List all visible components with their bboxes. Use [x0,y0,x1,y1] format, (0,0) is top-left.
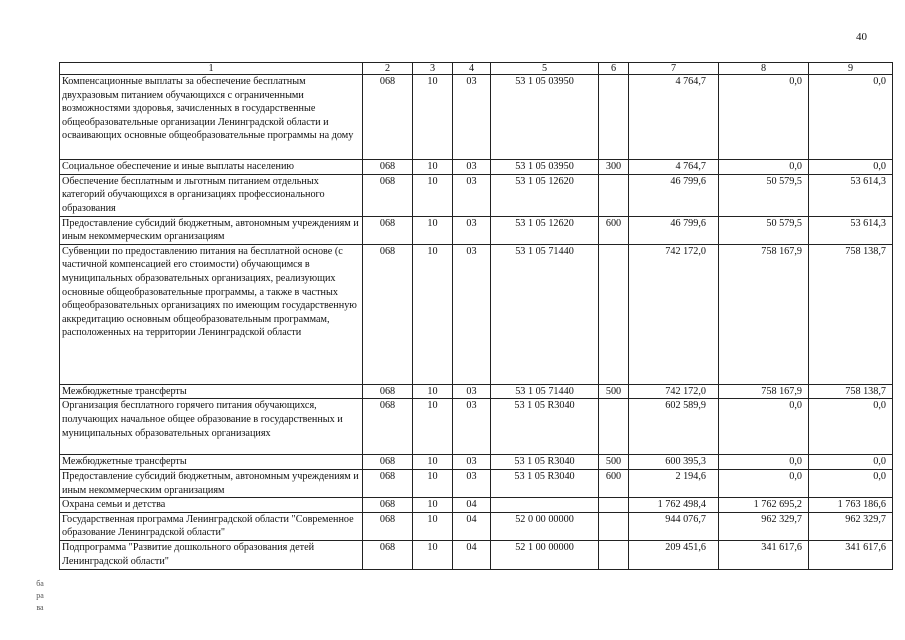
value-cell-c2: 068 [363,469,413,497]
header-cell: 8 [719,63,809,75]
value-cell-c7: 46 799,6 [629,174,719,216]
value-cell-c5 [491,498,599,513]
table-row [60,244,893,384]
value-cell-c8: 758 167,9 [719,244,809,384]
table-row [60,174,893,216]
value-cell-c4: 03 [453,455,491,470]
value-cell-c4: 03 [453,399,491,455]
margin-mark: ва [36,603,44,612]
value-cell-c6 [599,498,629,513]
row-name-cell: Предоставление субсидий бюджетным, автономным учреждениям и иным некоммерческим организациям [60,469,363,497]
value-cell-c3: 10 [413,384,453,399]
budget-table [59,62,893,570]
value-cell-c7: 4 764,7 [629,75,719,160]
value-cell-c9: 0,0 [809,455,893,470]
value-cell-c8: 50 579,5 [719,174,809,216]
margin-mark: ба [36,579,44,588]
header-cell: 7 [629,63,719,75]
value-cell-c9: 53 614,3 [809,174,893,216]
value-cell-c6: 600 [599,469,629,497]
value-cell-c4: 03 [453,174,491,216]
value-cell-c5: 52 0 00 00000 [491,512,599,540]
value-cell-c5: 53 1 05 71440 [491,244,599,384]
value-cell-c2: 068 [363,498,413,513]
value-cell-c4: 04 [453,512,491,540]
value-cell-c8: 341 617,6 [719,540,809,569]
value-cell-c8: 0,0 [719,160,809,175]
value-cell-c2: 068 [363,455,413,470]
value-cell-c4: 03 [453,469,491,497]
value-cell-c6 [599,75,629,160]
table-header-row [60,63,893,75]
value-cell-c9: 341 617,6 [809,540,893,569]
value-cell-c2: 068 [363,75,413,160]
value-cell-c5: 53 1 05 12620 [491,174,599,216]
value-cell-c5: 53 1 05 71440 [491,384,599,399]
value-cell-c6 [599,399,629,455]
row-name-cell: Социальное обеспечение и иные выплаты населению [60,160,363,175]
value-cell-c9: 0,0 [809,469,893,497]
value-cell-c3: 10 [413,75,453,160]
row-name-cell: Организация бесплатного горячего питания обучающихся, получающих начальное общее образование в государственных и муниципальных образовательных организациях [60,399,363,455]
value-cell-c2: 068 [363,244,413,384]
value-cell-c2: 068 [363,174,413,216]
value-cell-c8: 50 579,5 [719,216,809,244]
header-cell: 2 [363,63,413,75]
value-cell-c2: 068 [363,216,413,244]
value-cell-c2: 068 [363,160,413,175]
table-row [60,384,893,399]
table-row [60,540,893,569]
table-row [60,455,893,470]
value-cell-c2: 068 [363,540,413,569]
value-cell-c8: 1 762 695,2 [719,498,809,513]
value-cell-c9: 53 614,3 [809,216,893,244]
row-name-cell: Предоставление субсидий бюджетным, автономным учреждениям и иным некоммерческим организациям [60,216,363,244]
value-cell-c3: 10 [413,455,453,470]
value-cell-c7: 742 172,0 [629,384,719,399]
value-cell-c8: 0,0 [719,399,809,455]
value-cell-c9: 1 763 186,6 [809,498,893,513]
margin-marks [30,578,50,614]
value-cell-c7: 1 762 498,4 [629,498,719,513]
value-cell-c6: 300 [599,160,629,175]
value-cell-c8: 758 167,9 [719,384,809,399]
value-cell-c7: 2 194,6 [629,469,719,497]
value-cell-c7: 46 799,6 [629,216,719,244]
value-cell-c3: 10 [413,216,453,244]
value-cell-c9: 0,0 [809,160,893,175]
table-row [60,75,893,160]
value-cell-c7: 944 076,7 [629,512,719,540]
value-cell-c9: 0,0 [809,75,893,160]
value-cell-c6 [599,174,629,216]
value-cell-c3: 10 [413,399,453,455]
value-cell-c2: 068 [363,384,413,399]
margin-mark: ра [36,591,44,600]
row-name-cell: Государственная программа Ленинградской области "Современное образование Ленинградской области" [60,512,363,540]
value-cell-c8: 0,0 [719,75,809,160]
row-name-cell: Межбюджетные трансферты [60,384,363,399]
value-cell-c5: 53 1 05 R3040 [491,455,599,470]
value-cell-c4: 04 [453,540,491,569]
header-cell: 4 [453,63,491,75]
value-cell-c6 [599,540,629,569]
value-cell-c3: 10 [413,512,453,540]
value-cell-c9: 962 329,7 [809,512,893,540]
value-cell-c3: 10 [413,174,453,216]
value-cell-c8: 0,0 [719,469,809,497]
row-name-cell: Охрана семьи и детства [60,498,363,513]
header-cell: 1 [60,63,363,75]
value-cell-c8: 962 329,7 [719,512,809,540]
value-cell-c6: 500 [599,455,629,470]
header-cell: 6 [599,63,629,75]
value-cell-c5: 53 1 05 03950 [491,160,599,175]
value-cell-c6 [599,244,629,384]
value-cell-c5: 53 1 05 R3040 [491,469,599,497]
value-cell-c5: 52 1 00 00000 [491,540,599,569]
row-name-cell: Подпрограмма "Развитие дошкольного образования детей Ленинградской области" [60,540,363,569]
value-cell-c4: 03 [453,160,491,175]
value-cell-c9: 0,0 [809,399,893,455]
header-cell: 9 [809,63,893,75]
row-name-cell: Межбюджетные трансферты [60,455,363,470]
value-cell-c4: 04 [453,498,491,513]
value-cell-c7: 600 395,3 [629,455,719,470]
value-cell-c9: 758 138,7 [809,244,893,384]
value-cell-c3: 10 [413,498,453,513]
value-cell-c6: 500 [599,384,629,399]
page-number: 40 [856,31,867,43]
table-row [60,216,893,244]
value-cell-c4: 03 [453,244,491,384]
value-cell-c3: 10 [413,244,453,384]
value-cell-c7: 742 172,0 [629,244,719,384]
table-row [60,512,893,540]
value-cell-c5: 53 1 05 R3040 [491,399,599,455]
table-row [60,399,893,455]
value-cell-c4: 03 [453,384,491,399]
table-row [60,160,893,175]
row-name-cell: Субвенции по предоставлению питания на бесплатной основе (с частичной компенсацией его стоимости) обучающимся в муниципальных образовательных организациях, реализующих основные общеобразовательные программы, а также в частных общеобразовательных организациях по имеющим государственную аккредитацию основным общеобразовательным программам, расположенных на территории Ленинградской области [60,244,363,384]
header-cell: 5 [491,63,599,75]
value-cell-c3: 10 [413,160,453,175]
value-cell-c4: 03 [453,216,491,244]
table-row [60,498,893,513]
table-row [60,469,893,497]
value-cell-c5: 53 1 05 12620 [491,216,599,244]
value-cell-c6 [599,512,629,540]
value-cell-c2: 068 [363,512,413,540]
value-cell-c4: 03 [453,75,491,160]
value-cell-c3: 10 [413,540,453,569]
value-cell-c7: 602 589,9 [629,399,719,455]
value-cell-c7: 4 764,7 [629,160,719,175]
value-cell-c9: 758 138,7 [809,384,893,399]
header-cell: 3 [413,63,453,75]
value-cell-c8: 0,0 [719,455,809,470]
row-name-cell: Обеспечение бесплатным и льготным питанием отдельных категорий обучающихся в организациях профессионального образования [60,174,363,216]
value-cell-c7: 209 451,6 [629,540,719,569]
row-name-cell: Компенсационные выплаты за обеспечение бесплатным двухразовым питанием обучающихся с ограниченными возможностями здоровья, зачисленных в государственные общеобразовательные организации Ленинградской области и осваивающих основные общеобразовательные программы на дому [60,75,363,160]
value-cell-c2: 068 [363,399,413,455]
value-cell-c3: 10 [413,469,453,497]
value-cell-c5: 53 1 05 03950 [491,75,599,160]
value-cell-c6: 600 [599,216,629,244]
